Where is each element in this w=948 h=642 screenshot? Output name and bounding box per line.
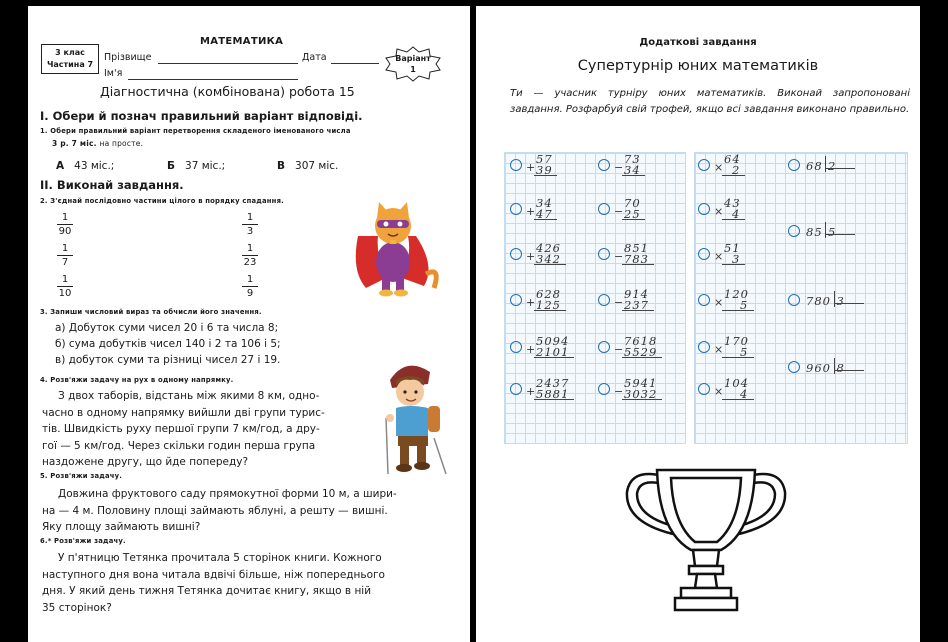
- answer-circle[interactable]: [698, 203, 710, 215]
- answer-circle[interactable]: [510, 203, 522, 215]
- division-bar: [834, 358, 835, 374]
- operand-bottom: 3032: [624, 387, 658, 401]
- operand-top: 64: [724, 152, 741, 166]
- answer-circle[interactable]: [788, 225, 800, 237]
- sum-line: [622, 175, 645, 176]
- operand-top: 34: [536, 196, 553, 210]
- division-bar: [834, 291, 835, 307]
- operator-sign: +: [526, 161, 536, 174]
- operand-bottom: 25: [624, 207, 641, 221]
- task-3-item-c: в) добуток суми та різниці чисел 27 і 19.: [55, 354, 281, 366]
- class-box: [41, 44, 99, 74]
- operator-sign: −: [614, 343, 624, 356]
- fraction-left-2[interactable]: $\frac{1}{7}$: [57, 242, 73, 269]
- dividend: 960: [806, 361, 831, 375]
- task-6-text: У п'ятницю Тетянка прочитала 5 сторінок книги. Кожного наступного дня вона читала вдвічі більше, ніж попереднього дня. У який день тижня Тетянка дочитає книгу, якщо в ній 35 сторінок?: [42, 552, 385, 614]
- sum-line: [722, 310, 754, 311]
- answer-circle[interactable]: [698, 248, 710, 260]
- task-2-instruction: 2. З'єднай послідовно частини цілого в порядку спадання.: [40, 197, 284, 205]
- answer-circle[interactable]: [598, 203, 610, 215]
- name-line[interactable]: [128, 79, 298, 80]
- operand-top: 5094: [536, 334, 570, 348]
- answer-circle[interactable]: [698, 159, 710, 171]
- answer-circle[interactable]: [598, 248, 610, 260]
- multiplication-exercise: [698, 154, 768, 180]
- dividend: 780: [806, 294, 831, 308]
- operand-top: 104: [724, 376, 749, 390]
- sum-line: [722, 219, 745, 220]
- operand-bottom: 4: [732, 207, 741, 221]
- operand-top: 170: [724, 334, 749, 348]
- surname-label: Прізвище: [104, 52, 152, 63]
- operand-bottom: 2101: [536, 345, 570, 359]
- answer-circle[interactable]: [598, 159, 610, 171]
- trophy-outline[interactable]: [621, 462, 791, 618]
- task-1-value: 3 р. 7 міс.: [52, 139, 97, 148]
- hiker-boy-illustration: [368, 358, 448, 478]
- operator-sign: +: [526, 250, 536, 263]
- section-1-heading: I. Обери й познач правильний варіант відповіді.: [40, 109, 363, 123]
- answer-circle[interactable]: [788, 361, 800, 373]
- operator-sign: +: [526, 343, 536, 356]
- answer-circle[interactable]: [510, 248, 522, 260]
- task-4-instruction: 4. Розв'яжи задачу на рух в одному напрямку.: [40, 376, 234, 384]
- operand-top: 57: [536, 152, 553, 166]
- divisor: 2: [828, 159, 837, 173]
- addition-exercise: [510, 289, 580, 315]
- operand-top: 73: [624, 152, 641, 166]
- section-2-heading: II. Виконай завдання.: [40, 178, 184, 192]
- subtraction-exercise: [598, 243, 668, 269]
- task-3-instruction: 3. Запиши числовий вираз та обчисли його значення.: [40, 308, 262, 316]
- answer-circle[interactable]: [598, 341, 610, 353]
- subtraction-exercise: [598, 336, 668, 362]
- operator-sign: −: [614, 250, 624, 263]
- sum-line: [722, 357, 754, 358]
- addition-exercise: [510, 378, 580, 404]
- sum-line: [622, 219, 645, 220]
- divisor: 3: [836, 294, 845, 308]
- sum-line: [722, 264, 745, 265]
- operator-sign: ×: [714, 385, 724, 398]
- tournament-title: Супертурнір юних математиків: [577, 58, 819, 74]
- addition-exercise: [510, 198, 580, 224]
- option-b[interactable]: Б 37 міс.;: [167, 160, 226, 172]
- sum-line: [622, 310, 654, 311]
- multiplication-exercise: [698, 378, 768, 404]
- fraction-right-2[interactable]: $\frac{1}{23}$: [243, 243, 257, 268]
- sum-line: [722, 175, 745, 176]
- operator-sign: ×: [714, 205, 724, 218]
- task-4-text: З двох таборів, відстань між якими 8 км, одно- часно в одному напрямку вийшли дві групи турис- тів. Швидкість руху першої групи 7 км/год, а дру- гої — 5 км/год. Через скільки годин перша група наздожене другу, що йде попереду?: [42, 390, 325, 468]
- operator-sign: −: [614, 161, 624, 174]
- answer-circle[interactable]: [788, 159, 800, 171]
- sum-line: [622, 264, 654, 265]
- answer-circle[interactable]: [598, 294, 610, 306]
- extra-tasks-header: Додаткові завдання: [639, 37, 757, 48]
- variant-number: 1: [410, 65, 416, 74]
- operand-top: 2437: [536, 376, 570, 390]
- operand-bottom: 34: [624, 163, 641, 177]
- operator-sign: ×: [714, 161, 724, 174]
- operand-bottom: 4: [740, 387, 749, 401]
- sum-line: [534, 399, 574, 400]
- task-6-instruction: 6.* Розв'яжи задачу.: [40, 537, 126, 545]
- operator-sign: +: [526, 385, 536, 398]
- sum-line: [534, 264, 566, 265]
- operand-bottom: 5881: [536, 387, 570, 401]
- operand-bottom: 5: [740, 298, 749, 312]
- dividend: 68: [806, 159, 823, 173]
- operand-bottom: 5529: [624, 345, 658, 359]
- task-1-value-line: [52, 139, 143, 148]
- dividend: 85: [806, 225, 823, 239]
- operator-sign: −: [614, 205, 624, 218]
- subtraction-exercise: [598, 198, 668, 224]
- task-5-instruction: 5. Розв'яжи задачу.: [40, 472, 123, 480]
- tournament-intro: Ти — учасник турніру юних математиків. Виконай запропоновані завдання. Розфарбуй свій трофей, якщо всі завдання виконано правильно.: [510, 88, 910, 115]
- class-label: 3 клас: [55, 48, 85, 57]
- operand-bottom: 3: [732, 252, 741, 266]
- multiplication-exercise: [698, 243, 768, 269]
- subject-title: МАТЕМАТИКА: [200, 36, 284, 47]
- variant-badge: [383, 46, 443, 80]
- operand-bottom: 47: [536, 207, 553, 221]
- operator-sign: ×: [714, 250, 724, 263]
- surname-line[interactable]: [158, 63, 298, 64]
- sum-line: [722, 399, 754, 400]
- subtraction-exercise: [598, 378, 668, 404]
- date-line[interactable]: [331, 63, 379, 64]
- task-1-instruction: 1. Обери правильний варіант перетворення складеного іменованого числа: [40, 127, 351, 135]
- operand-top: 851: [624, 241, 649, 255]
- operand-top: 120: [724, 287, 749, 301]
- operand-top: 426: [536, 241, 561, 255]
- sum-line: [534, 219, 557, 220]
- variant-label: Варіант: [395, 54, 431, 63]
- answer-circle[interactable]: [510, 294, 522, 306]
- answer-circle[interactable]: [598, 383, 610, 395]
- operator-sign: +: [526, 296, 536, 309]
- quotient-line: [825, 234, 855, 235]
- operator-sign: −: [614, 296, 624, 309]
- task-1-suffix: на просте.: [99, 139, 144, 148]
- fraction-left-1[interactable]: $\frac{1}{90}$: [58, 212, 72, 237]
- task-3-item-a: а) Добуток суми чисел 20 і 6 та числа 8;: [55, 322, 279, 334]
- quotient-line: [825, 168, 855, 169]
- sum-line: [534, 175, 557, 176]
- option-a[interactable]: А 43 міс.;: [56, 160, 115, 172]
- operand-top: 5941: [624, 376, 658, 390]
- division-exercise: [788, 289, 878, 313]
- division-exercise: [788, 154, 878, 178]
- task-3-item-b: б) сума добутків чисел 140 і 2 та 106 і 5;: [55, 338, 281, 350]
- operand-top: 7618: [624, 334, 658, 348]
- option-c[interactable]: В 307 міс.: [277, 160, 339, 172]
- work-title: Діагностична (комбінована) робота 15: [100, 84, 355, 99]
- operand-bottom: 5: [740, 345, 749, 359]
- answer-circle[interactable]: [510, 341, 522, 353]
- sum-line: [622, 399, 662, 400]
- addition-exercise: [510, 154, 580, 180]
- division-exercise: [788, 220, 878, 244]
- operand-top: 70: [624, 196, 641, 210]
- operand-bottom: 783: [624, 252, 649, 266]
- multiplication-exercise: [698, 198, 768, 224]
- operand-top: 43: [724, 196, 741, 210]
- sum-line: [534, 310, 566, 311]
- division-exercise: [788, 356, 878, 380]
- sum-line: [534, 357, 574, 358]
- fraction-right-3[interactable]: $\frac{1}{9}$: [242, 273, 258, 300]
- sum-line: [622, 357, 662, 358]
- operand-bottom: 2: [732, 163, 741, 177]
- operand-bottom: 39: [536, 163, 553, 177]
- operator-sign: −: [614, 385, 624, 398]
- answer-circle[interactable]: [788, 294, 800, 306]
- fraction-right-1[interactable]: $\frac{1}{3}$: [242, 211, 258, 238]
- operand-bottom: 342: [536, 252, 561, 266]
- task-5-text: Довжина фруктового саду прямокутної форми 10 м, а шири- на — 4 м. Половину площі займають яблуні, а решту — вишні. Яку площу займають вишні?: [42, 488, 397, 533]
- quotient-line: [834, 303, 864, 304]
- operator-sign: ×: [714, 343, 724, 356]
- addition-exercise: [510, 243, 580, 269]
- operand-bottom: 125: [536, 298, 561, 312]
- answer-circle[interactable]: [510, 383, 522, 395]
- divisor: 8: [836, 361, 845, 375]
- superhero-cat-illustration: [346, 196, 442, 298]
- answer-circle[interactable]: [698, 341, 710, 353]
- operand-bottom: 237: [624, 298, 649, 312]
- worksheet-left-page: [28, 6, 470, 642]
- subtraction-exercise: [598, 289, 668, 315]
- answer-circle[interactable]: [698, 294, 710, 306]
- quotient-line: [834, 370, 864, 371]
- operator-sign: +: [526, 205, 536, 218]
- answer-circle[interactable]: [698, 383, 710, 395]
- operand-top: 628: [536, 287, 561, 301]
- operand-top: 914: [624, 287, 649, 301]
- multiplication-exercise: [698, 336, 768, 362]
- name-label: Ім'я: [104, 68, 123, 79]
- date-label: Дата: [302, 52, 327, 63]
- subtraction-exercise: [598, 154, 668, 180]
- multiplication-exercise: [698, 289, 768, 315]
- fraction-left-3[interactable]: $\frac{1}{10}$: [58, 274, 72, 299]
- worksheet-right-page: [476, 6, 920, 642]
- addition-exercise: [510, 336, 580, 362]
- divisor: 5: [828, 225, 837, 239]
- operand-top: 51: [724, 241, 741, 255]
- part-label: Частина 7: [46, 60, 94, 69]
- answer-circle[interactable]: [510, 159, 522, 171]
- division-bar: [825, 156, 826, 172]
- division-bar: [825, 222, 826, 238]
- operator-sign: ×: [714, 296, 724, 309]
